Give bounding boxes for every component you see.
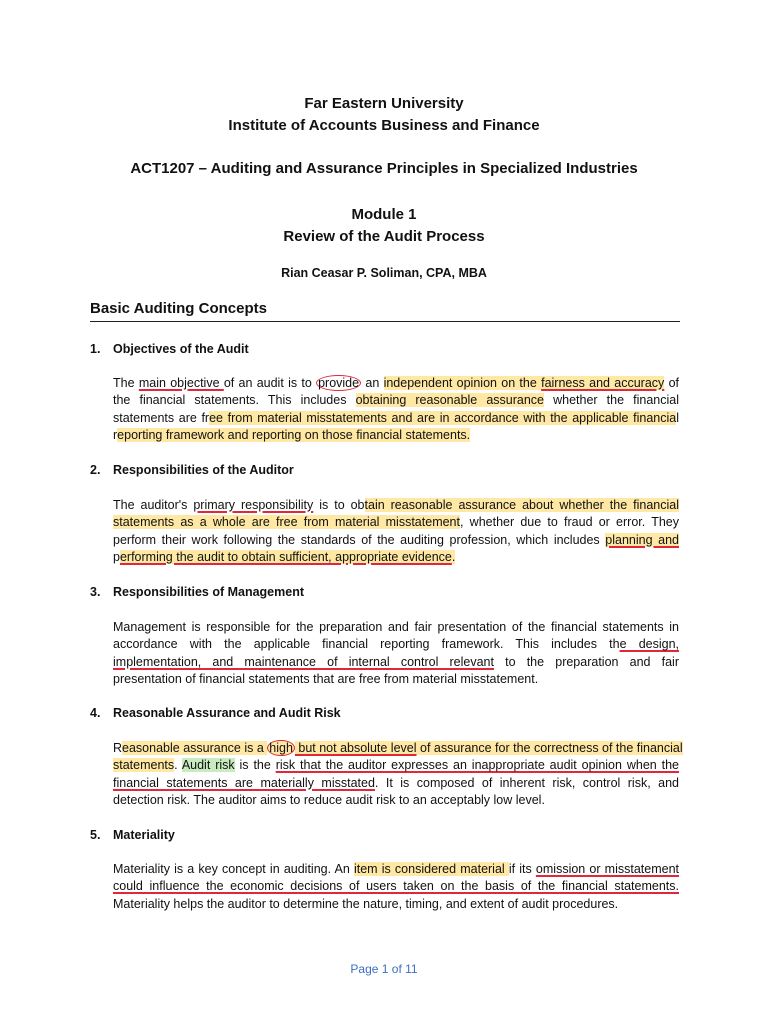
text-line: statements. Audit risk is the risk that the auditor expresses an inappropriate audit opinion when the: [113, 758, 680, 773]
author-line: Rian Ceasar P. Soliman, CPA, MBA: [281, 266, 487, 280]
item-heading-materiality: [90, 828, 175, 842]
text-line: The main objective of an audit is to provide an independent opinion on the fairness and accuracy of: [113, 376, 679, 390]
highlight: of assurance for the correctness of the financial: [416, 741, 683, 755]
institute-name: Institute of Accounts Business and Finance: [228, 117, 540, 134]
text-line: perform their work following the standards of the auditing profession, which includes planning and: [113, 532, 679, 547]
item-title: Responsibilities of the Auditor: [113, 463, 294, 477]
text-line: detection risk. The auditor aims to reduce audit risk to an acceptably low level.: [113, 792, 545, 807]
highlight: obtaining reasonable assurance: [355, 393, 545, 408]
module-number: Module 1: [351, 206, 417, 223]
item-title: Reasonable Assurance and Audit Risk: [113, 706, 341, 720]
text-line: presentation of financial statements that are free from material misstatement.: [113, 671, 539, 686]
item-number: 2.: [90, 463, 101, 477]
module-heading: [0, 204, 768, 248]
text-line: implementation, and maintenance of internal control relevant to the preparation and fair: [113, 654, 679, 669]
item-heading-assurance: [90, 706, 341, 720]
text-line: accordance with the applicable financial reporting framework. This includes the design,: [113, 637, 680, 652]
item-heading-objectives: [90, 342, 249, 356]
item-title: Objectives of the Audit: [113, 342, 249, 356]
paragraph-assurance: [113, 740, 683, 809]
highlight: fairness and accuracy: [541, 376, 665, 390]
paragraph-objectives: [113, 375, 679, 444]
circled-word: high: [269, 741, 293, 755]
highlight: ee from material misstatements and are in accordance with the applicable financia: [209, 410, 677, 425]
text-line: reporting framework and reporting on those financial statements.: [113, 427, 471, 442]
university-name: Far Eastern University: [304, 95, 464, 112]
highlight: eporting framework and reporting on those financial statements.: [117, 427, 471, 442]
highlight: statements as a whole are free from material misstatement: [113, 515, 460, 530]
text-line: could influence the economic decisions of users taken on the basis of the financial statements.: [113, 879, 679, 894]
item-heading-auditor: [90, 463, 294, 477]
highlight: independent opinion on the: [383, 376, 542, 390]
paragraph-auditor: [113, 497, 679, 566]
text-line: Management is responsible for the preparation and fair presentation of the financial statements in: [113, 620, 679, 634]
highlight: easonable assurance is a: [122, 741, 268, 755]
text-line: Materiality helps the auditor to determine the nature, timing, and extent of audit procedures.: [113, 896, 619, 911]
text-line: the financial statements. This includes obtaining reasonable assurance whether the financial: [113, 393, 679, 408]
highlight: tain reasonable assurance about whether the financial: [364, 498, 679, 512]
text-line: Materiality is a key concept in auditing. An item is considered material if its omission or misstatement: [113, 862, 679, 876]
course-title: ACT1207 – Auditing and Assurance Principles in Specialized Industries: [130, 160, 638, 177]
item-title: Materiality: [113, 828, 175, 842]
text-line: The auditor's primary responsibility is to obtain reasonable assurance about whether the financial: [113, 498, 679, 512]
item-number: 5.: [90, 828, 101, 842]
item-number: 4.: [90, 706, 101, 720]
text-line: statements as a whole are free from material misstatement, whether due to fraud or error. They: [113, 515, 679, 530]
text-line: Reasonable assurance is a high but not absolute level of assurance for the correctness of the financial: [113, 741, 683, 755]
paragraph-management: [113, 619, 679, 688]
item-heading-management: [90, 585, 304, 599]
highlight: but not absolute level: [294, 741, 417, 755]
text-line: statements are free from material misstatements and are in accordance with the applicable financial: [113, 410, 679, 425]
page-number: Page 1 of 11: [350, 962, 418, 976]
highlight: erforming the audit to obtain sufficient, appropriate evidence: [119, 549, 452, 564]
paragraph-materiality: [113, 861, 679, 913]
circled-word: provide: [318, 376, 360, 390]
item-number: 3.: [90, 585, 101, 599]
highlight: statements: [113, 758, 175, 773]
module-title: Review of the Audit Process: [283, 228, 485, 245]
document-header: [0, 93, 768, 137]
highlight-green: Audit risk: [181, 758, 235, 773]
text-line: financial statements are materially misstated. It is composed of inherent risk, control risk, and: [113, 775, 680, 790]
highlight: item is considered material: [353, 862, 509, 876]
item-title: Responsibilities of Management: [113, 585, 305, 599]
item-number: 1.: [90, 342, 101, 356]
section-title: Basic Auditing Concepts: [90, 300, 680, 322]
highlight: planning and: [605, 532, 679, 547]
text-line: performing the audit to obtain sufficient, appropriate evidence.: [113, 549, 456, 564]
